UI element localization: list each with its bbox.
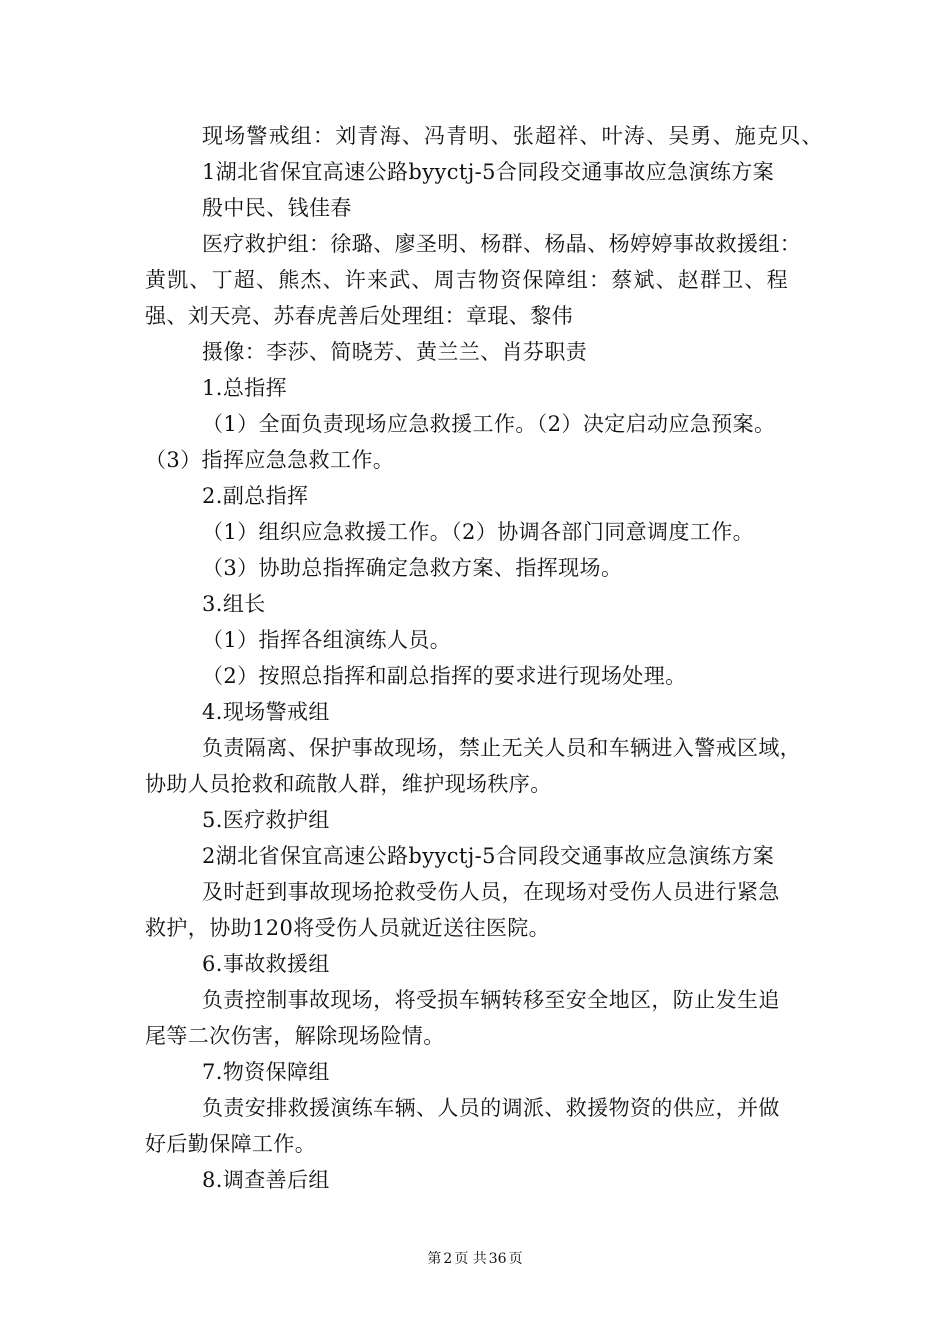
text-line: （3）协助总指挥确定急救方案、指挥现场。 bbox=[202, 556, 623, 580]
text-line: 负责控制事故现场，将受损车辆转移至安全地区，防止发生追 bbox=[202, 988, 780, 1012]
text-line: 负责隔离、保护事故现场，禁止无关人员和车辆进入警戒区域， bbox=[202, 736, 802, 760]
section-heading: 7.物资保障组 bbox=[202, 1060, 330, 1084]
text-line: 好后勤保障工作。 bbox=[145, 1132, 317, 1156]
text-line: 救护，协助120将受伤人员就近送往医院。 bbox=[145, 916, 551, 940]
text-line: 尾等二次伤害，解除现场险情。 bbox=[145, 1024, 445, 1048]
text-line: （2）按照总指挥和副总指挥的要求进行现场处理。 bbox=[202, 664, 687, 688]
total-pages-number: 36 bbox=[488, 1251, 507, 1267]
text-line: 摄像：李莎、简晓芳、黄兰兰、肖芬职责 bbox=[202, 340, 588, 364]
section-heading: 8.调查善后组 bbox=[202, 1168, 330, 1192]
text-line: 负责安排救援演练车辆、人员的调派、救援物资的供应，并做 bbox=[202, 1096, 780, 1120]
document-body bbox=[145, 118, 824, 1198]
section-heading: 1.总指挥 bbox=[202, 376, 288, 400]
text-line: 强、刘天亮、苏春虎善后处理组：章琨、黎伟 bbox=[145, 304, 573, 328]
text-line: （3）指挥应急急救工作。 bbox=[145, 448, 395, 472]
text-line: （1）指挥各组演练人员。 bbox=[202, 628, 452, 652]
section-heading: 4.现场警戒组 bbox=[202, 700, 330, 724]
footer-middle: 页 共 bbox=[454, 1251, 487, 1267]
text-line: 2湖北省保宜高速公路byyctj-5合同段交通事故应急演练方案 bbox=[202, 844, 775, 868]
text-line: 黄凯、丁超、熊杰、许来武、周吉物资保障组：蔡斌、赵群卫、程 bbox=[145, 268, 789, 292]
text-line: 1湖北省保宜高速公路byyctj-5合同段交通事故应急演练方案 bbox=[202, 160, 775, 184]
section-heading: 2.副总指挥 bbox=[202, 484, 309, 508]
section-heading: 5.医疗救护组 bbox=[202, 808, 330, 832]
text-line: 现场警戒组：刘青海、冯青明、张超祥、叶涛、吴勇、施克贝、 bbox=[202, 124, 824, 148]
text-line: （1）组织应急救援工作。（2）协调各部门同意调度工作。 bbox=[202, 520, 755, 544]
page-number-footer bbox=[0, 1248, 950, 1268]
text-line: （1）全面负责现场应急救援工作。（2）决定启动应急预案。 bbox=[202, 412, 776, 436]
text-line: 殷中民、钱佳春 bbox=[202, 196, 352, 220]
section-heading: 6.事故救援组 bbox=[202, 952, 330, 976]
text-line: 协助人员抢救和疏散人群，维护现场秩序。 bbox=[145, 772, 552, 796]
section-heading: 3.组长 bbox=[202, 592, 266, 616]
text-line: 及时赶到事故现场抢救受伤人员，在现场对受伤人员进行紧急 bbox=[202, 880, 780, 904]
text-line: 医疗救护组：徐璐、廖圣明、杨群、杨晶、杨婷婷事故救援组： bbox=[202, 232, 802, 256]
current-page-number: 2 bbox=[443, 1251, 453, 1267]
footer-suffix: 页 bbox=[508, 1251, 523, 1267]
footer-prefix: 第 bbox=[427, 1251, 442, 1267]
